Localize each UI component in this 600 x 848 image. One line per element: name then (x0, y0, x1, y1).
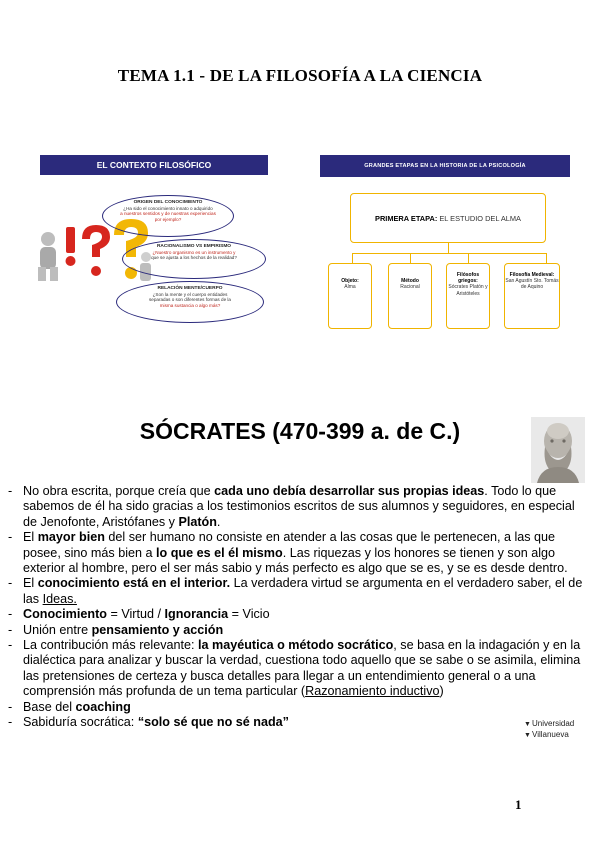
text-bold: la mayéutica o método socrático (198, 638, 394, 653)
oval-line: ¿Son la mente y el cuerpo entidades (152, 291, 228, 297)
oval-heading: ORIGEN DEL CONOCIMIENTO (133, 200, 203, 205)
text: La contribución más relevante: (23, 638, 199, 653)
text: El (23, 530, 38, 545)
text-bold: Conocimiento (23, 607, 107, 622)
oval-heading: RACIONALISMO VS EMPIRISMO (156, 244, 232, 249)
bullet-item (8, 530, 588, 576)
bullet-item (8, 607, 588, 622)
logo-mark-icon: ▼ (524, 732, 531, 739)
box-text: Alma (344, 284, 356, 291)
connector (410, 253, 411, 263)
oval-line: ¿Nuestro organismo es un instrumento y (152, 249, 236, 255)
box-metodo (388, 263, 432, 329)
text-underlined: Razonamiento inductivo (305, 684, 440, 699)
oval-line: separadas o son diferentes formas de la (149, 297, 231, 303)
connector (448, 243, 449, 253)
bullet-item (8, 715, 588, 730)
connector (352, 253, 546, 254)
context-slide (40, 155, 280, 325)
oval-line: ¿Ha sido el conocimiento innato o adquirido (123, 205, 213, 211)
text-bold: coaching (75, 699, 131, 714)
oval-origen-conocimiento (102, 195, 234, 237)
connector (546, 253, 547, 263)
text: Unión entre (23, 622, 92, 637)
page-number: 1 (515, 797, 522, 812)
text-bold: mayor bien (37, 530, 105, 545)
text: Base del (23, 699, 76, 714)
bullet-item (8, 576, 588, 607)
stages-slide-header: GRANDES ETAPAS EN LA HISTORIA DE LA PSICOLOGÍA (320, 155, 570, 177)
bullet-item (8, 623, 588, 638)
oval-line: a nuestros sentidos y de nuestras experiencias (120, 211, 216, 217)
oval-heading: RELACIÓN MENTE/CUERPO (157, 286, 223, 291)
socrates-bullets (8, 484, 588, 731)
logo-mark-icon: ▼ (524, 721, 531, 728)
stage-text: EL ESTUDIO DEL ALMA (437, 214, 521, 223)
bullet-item (8, 700, 588, 715)
page-title: TEMA 1.1 - DE LA FILOSOFÍA A LA CIENCIA (117, 66, 483, 85)
box-label: Filósofos griegos: (456, 272, 480, 285)
text-bold: “solo sé que no sé nada” (137, 715, 289, 730)
box-text: Racional (400, 284, 420, 291)
text-bold: pensamiento y acción (91, 622, 224, 637)
text: Sabiduría socrática: (23, 715, 138, 730)
socrates-bust-image (531, 417, 585, 483)
oval-line: misma sustancia o algo más? (159, 302, 221, 308)
bullet-item (8, 638, 588, 700)
logo-line: Villanueva (532, 730, 569, 739)
text: del ser humano no consiste en atender a las cosas que le pertenecen, a las que posee, sino más bien a (23, 530, 556, 560)
context-slide-header: EL CONTEXTO FILOSÓFICO (40, 155, 268, 175)
text: . Las riquezas y los honores se tienen y son algo exterior al hombre, pero el ser más sabio y más perfecto es algo que se es, y se es desde dentro. (23, 545, 568, 576)
box-label: Filosofía Medieval: (509, 272, 555, 278)
text: = Virtud / (106, 607, 165, 622)
text-bold: Platón (178, 514, 217, 529)
box-label: Método (401, 278, 419, 284)
text: = Vicio (228, 607, 270, 622)
box-filosofos-griegos (446, 263, 490, 329)
oval-line: que se ajusta a los hechos de la realidad? (151, 255, 237, 261)
text-bold: lo que es el él mismo (156, 545, 283, 560)
text: El (23, 576, 38, 591)
socrates-heading: SÓCRATES (470-399 a. de C.) (139, 418, 461, 444)
bullet-item (8, 484, 588, 530)
text-bold: cada uno debía desarrollar sus propias ideas (214, 484, 485, 498)
text-bold: conocimiento está en el interior. (37, 576, 231, 591)
text-bold: Ignorancia (164, 607, 229, 622)
first-stage-box (350, 193, 546, 243)
logo-line: Universidad (532, 719, 575, 728)
box-objeto (328, 263, 372, 329)
text: No obra escrita, porque creía que (23, 484, 215, 498)
oval-racionalismo-empirismo (122, 239, 266, 279)
text: . (216, 514, 221, 529)
oval-relacion-mente-cuerpo (116, 281, 264, 323)
text: ) (439, 684, 444, 699)
text: . Todo lo que sabemos de él ha sido gracias a los testimonios escritos de sus alumnos y seguidores, en especial de Jenofonte, Aristófanes y (23, 484, 575, 529)
stages-slide (320, 155, 570, 335)
text-underlined: Ideas. (42, 591, 77, 606)
box-label: Objeto: (341, 278, 359, 284)
oval-line: por ejemplo? (154, 216, 182, 222)
stage-label: PRIMERA ETAPA: (375, 214, 438, 223)
text: , se basa en la indagación y en la dialéctica para analizar y buscar la verdad, cuestiona todo aquello que se sabe o se asimila, elimina las pretensiones de certeza y busca detalles para llegar a un entendimiento general o a una comprensión más profunda de un tema particular ( (23, 638, 581, 699)
text: La verdadera virtud se argumenta en el verdadero saber, el de las (23, 576, 583, 606)
university-logo (524, 719, 590, 741)
connector (468, 253, 469, 263)
box-text: San Agustín Sto. Tomás de Aquino (505, 278, 559, 291)
box-text: Sócrates Platón y Aristóteles (448, 284, 488, 297)
box-filosofia-medieval (504, 263, 560, 329)
connector (352, 253, 353, 263)
